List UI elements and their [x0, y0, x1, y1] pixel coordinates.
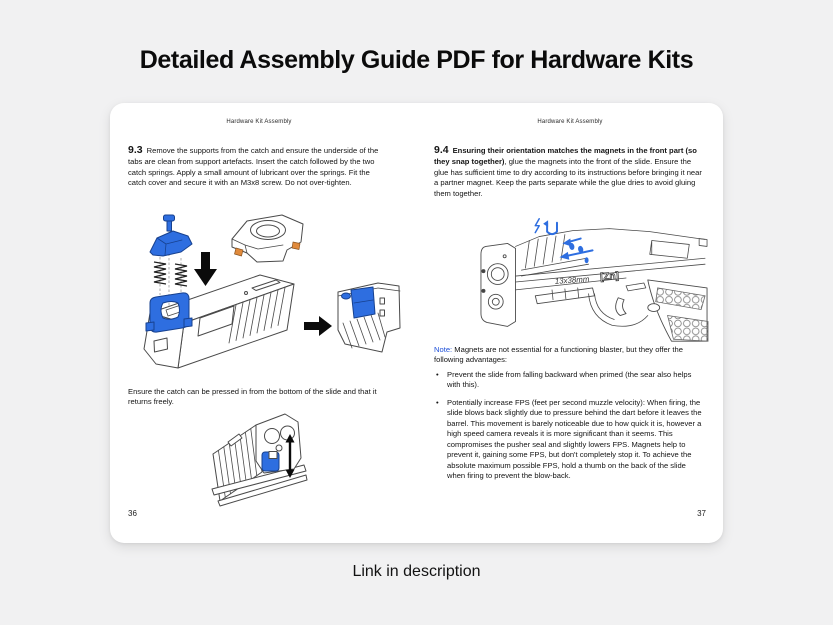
- advantages-list: [434, 370, 706, 489]
- page-number-36: 36: [128, 509, 137, 518]
- section-9-4: [434, 143, 706, 199]
- flip-orientation-icon: [547, 223, 557, 234]
- catch-cover-drawing: [150, 231, 192, 256]
- slide-marking-element: [Zn]: [599, 270, 620, 283]
- catch-check-figure: [198, 409, 333, 521]
- catch-cover-top-view-drawing: [232, 215, 303, 262]
- catch-check-instruction: Ensure the catch can be pressed in from the bottom of the slide and that it returns freely.: [128, 387, 377, 407]
- list-item: • Potentially increase FPS (feet per second muzzle velocity): When firing, the slide blows back slightly due to pressure behind the dart before it leaves the barrel. This movement is barely noticeable due to how quick it is, however a high speed camera reveals it is more significant than it seems. This compromises the pusher seal and slightly lowers FPS. Magnets help to prevent it, gaining some FPS, but don't completely stop it. To achieve the absolute maximum possible FPS, hold a thumb on the back of the slide when firing to prevent the blow-back.: [434, 398, 706, 482]
- pdf-page-right: [434, 103, 706, 543]
- slide-marking-dimension: 13x38mm: [554, 274, 590, 286]
- section-9-3-text: Remove the supports from the catch and ensure the underside of the tabs are clean from support artefacts. Insert the catch followed by the two catch springs. Apply a small amount of lubricant over the springs. Fit the catch cover and secure it with an M3x8 screw. Do not over-tighten.: [128, 146, 379, 188]
- down-arrow-icon: [194, 252, 217, 286]
- footer-caption: Link in description: [352, 563, 481, 580]
- slide-rear-drawing: [212, 414, 307, 506]
- section-9-4-text: , glue the magnets into the front of the slide. Ensure the glue has sufficient time to dry according to its instructions before bringing it near a partner magnet. Keep the parts separate while the glue dries to avoid gluing them together.: [434, 157, 702, 198]
- list-item: • Prevent the slide from falling backward when primed (the sear also helps with this).: [434, 370, 706, 391]
- blaster-magnet-figure: [478, 216, 710, 343]
- insert-arrow-long: [565, 250, 593, 256]
- catch-installed-detail-drawing: [338, 283, 400, 352]
- running-header-right: Hardware Kit Assembly: [537, 119, 603, 125]
- note-text: Magnets are not essential for a functioning blaster, but they offer the following advantages:: [434, 345, 683, 365]
- running-header-left: Hardware Kit Assembly: [226, 119, 292, 125]
- flip-arrowhead-icon: [543, 220, 548, 227]
- page-number-37: 37: [697, 509, 706, 518]
- page-title: Detailed Assembly Guide PDF for Hardware Kits: [139, 46, 694, 74]
- note-label: Note:: [434, 345, 453, 354]
- section-9-3: [128, 143, 390, 189]
- right-arrow-icon: [304, 316, 332, 336]
- section-number-9-3: 9.3: [128, 144, 143, 156]
- m3x8-screw-drawing: [164, 215, 175, 231]
- pdf-page-left: [128, 103, 390, 543]
- catch-highlight-drawing: [262, 452, 279, 472]
- orange-tab: [292, 242, 300, 250]
- catch-springs-drawing: [154, 262, 187, 286]
- magnet-drawing: [585, 257, 589, 263]
- section-9-4-bold-text: Ensuring their orientation matches the magnets in the front part (so they snap together): [434, 146, 697, 167]
- section-number-9-4: 9.4: [434, 144, 449, 156]
- lightning-icon: [535, 219, 539, 233]
- exploded-catch-assembly-figure: [136, 211, 411, 373]
- note-paragraph: [434, 345, 706, 366]
- pdf-spread: [110, 103, 723, 543]
